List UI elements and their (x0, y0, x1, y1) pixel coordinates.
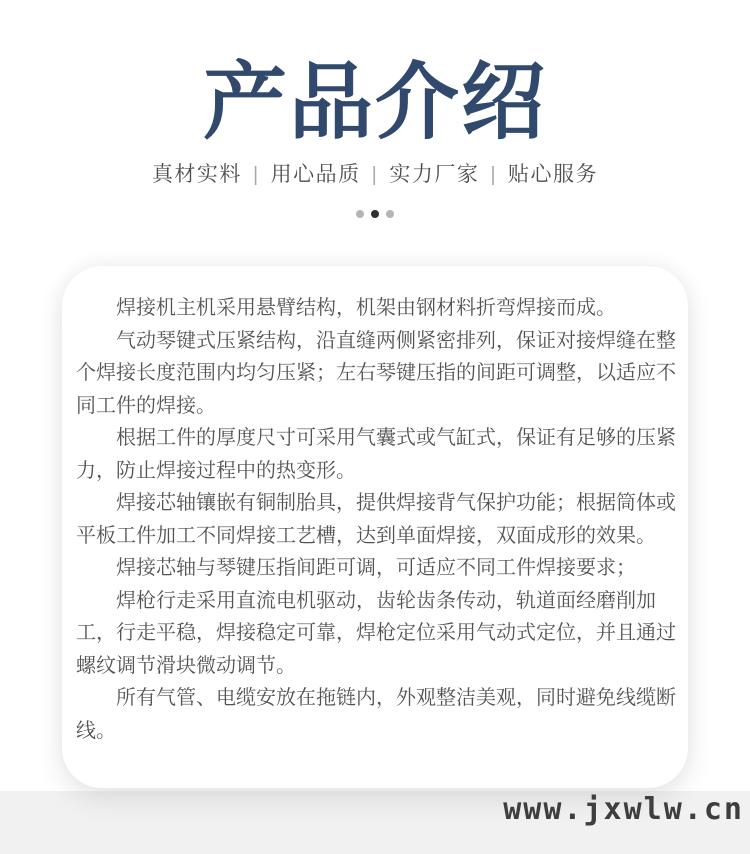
carousel-dots (0, 209, 750, 219)
tagline (0, 162, 750, 188)
card-paragraph: 根据工件的厚度尺寸可采用气囊式或气缸式，保证有足够的压紧力，防止焊接过程中的热变形。 (76, 427, 676, 482)
tagline-item: 贴心服务 (508, 163, 599, 186)
tagline-item: 用心品质 (270, 163, 361, 186)
carousel-dot[interactable] (356, 210, 364, 218)
tagline-item: 实力厂家 (389, 163, 480, 186)
card-paragraph: 焊枪行走采用直流电机驱动，齿轮齿条传动，轨道面经磨削加工，行走平稳，焊接稳定可靠，焊枪定位采用气动式定位，并且通过螺纹调节滑块微动调节。 (76, 589, 676, 677)
content-card (62, 266, 688, 788)
carousel-dot[interactable] (371, 210, 379, 218)
tagline-separator: | (371, 164, 379, 186)
tagline-separator: | (252, 164, 260, 186)
card-paragraph: 焊接机主机采用悬臂结构，机架由钢材料折弯焊接而成。 (116, 297, 616, 319)
tagline-item: 真材实料 (151, 163, 242, 186)
site-watermark: www.jxwlw.cn (503, 792, 744, 827)
card-paragraph: 焊接芯轴与琴键压指间距可调，可适应不同工件焊接要求； (116, 557, 636, 579)
carousel-dot[interactable] (386, 210, 394, 218)
page-title: 产品介绍 (202, 55, 547, 149)
tagline-separator: | (490, 164, 498, 186)
card-paragraph: 所有气管、电缆安放在拖链内，外观整洁美观，同时避免线缆断线。 (76, 687, 676, 742)
card-paragraph: 气动琴键式压紧结构，沿直缝两侧紧密排列，保证对接焊缝在整个焊接长度范围内均匀压紧；左右琴键压指的间距可调整，以适应不同工件的焊接。 (76, 329, 676, 417)
card-paragraph: 焊接芯轴镶嵌有铜制胎具，提供焊接背气保护功能；根据筒体或平板工件加工不同焊接工艺槽，达到单面焊接，双面成形的效果。 (76, 492, 676, 547)
